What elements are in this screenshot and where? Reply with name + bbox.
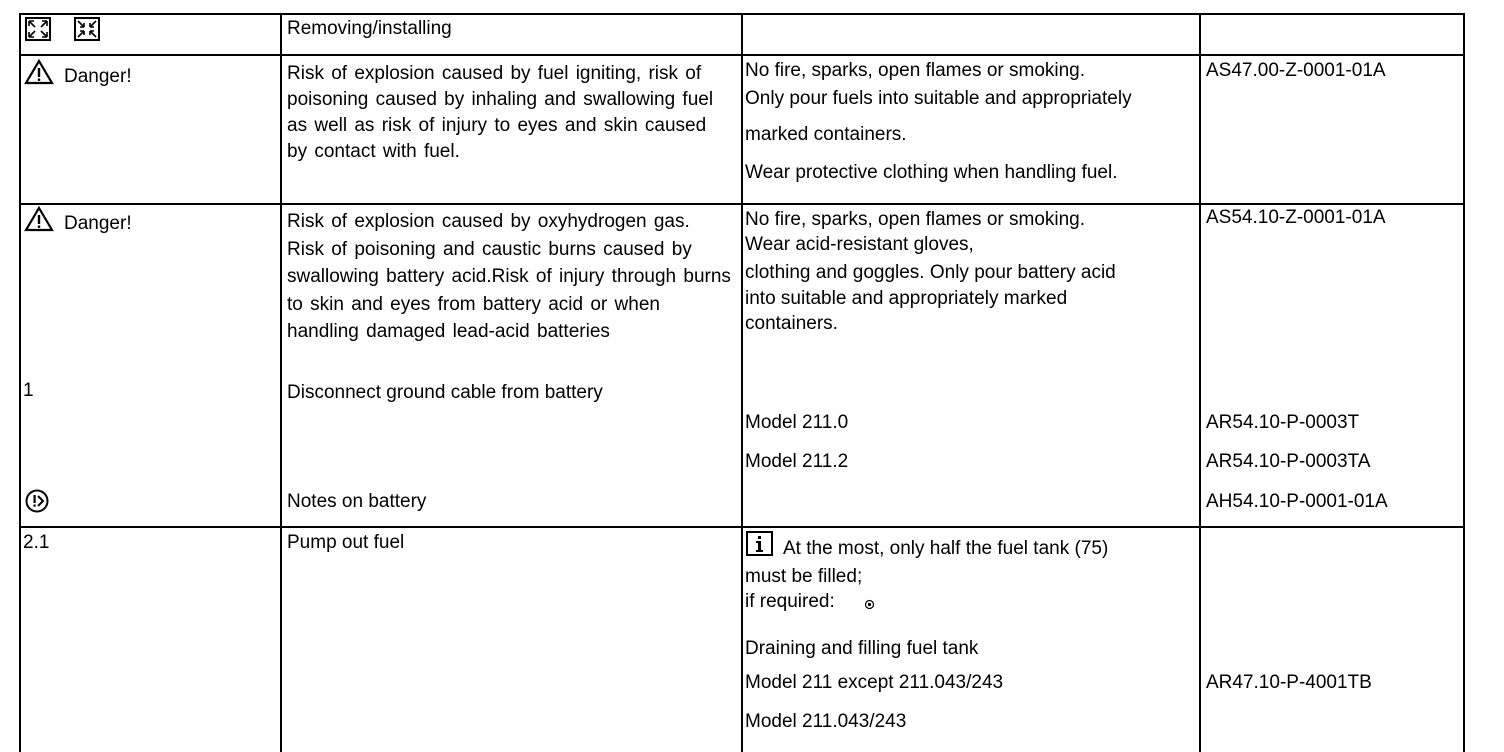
info-text: must be filled;: [745, 566, 863, 587]
expand-arrows-icon: [25, 17, 51, 41]
link-symbol-icon[interactable]: [864, 599, 875, 610]
step-number: 2.1: [23, 532, 50, 553]
model-label: Model 211 except 211.043/243: [745, 672, 1004, 693]
warning-triangle-icon: [24, 206, 54, 232]
info-icon: [746, 531, 773, 556]
section-title: Removing/installing: [287, 18, 452, 39]
safety-measure: containers.: [745, 313, 838, 334]
safety-measure: clothing and goggles. Only pour battery acid: [745, 262, 1116, 283]
column-divider: [1463, 13, 1465, 752]
step-text: Disconnect ground cable from battery: [287, 382, 603, 403]
reference-link[interactable]: AR47.10-P-4001TB: [1206, 672, 1372, 693]
column-divider: [1199, 13, 1201, 752]
reference-link[interactable]: AR54.10-P-0003TA: [1206, 451, 1371, 472]
note-arrow-icon: [24, 488, 52, 514]
reference-link[interactable]: AR54.10-P-0003T: [1206, 412, 1360, 433]
column-divider: [280, 13, 282, 752]
danger-description: Risk of explosion caused by fuel igniting, risk of poisoning caused by inhaling and swallowing fuel as well as risk of injury to eyes and skin caused by contact with fuel.: [287, 63, 714, 162]
reference-link[interactable]: AH54.10-P-0001-01A: [1206, 491, 1388, 512]
danger-description: Risk of explosion caused by oxyhydrogen gas. Risk of poisoning and caustic burns caused by swallowing battery acid.Risk of injury through burns to skin and eyes from battery acid or when handling damaged lead-acid batteries: [287, 211, 731, 342]
reference-link[interactable]: AS47.00-Z-0001-01A: [1206, 60, 1386, 81]
collapse-arrows-icon: [74, 17, 100, 41]
step-text: Pump out fuel: [287, 532, 405, 553]
note-text: Notes on battery: [287, 491, 427, 512]
safety-measure: No fire, sparks, open flames or smoking.: [745, 60, 1086, 81]
column-divider: [741, 13, 743, 752]
procedure-text: Draining and filling fuel tank: [745, 638, 979, 659]
safety-measure: Wear acid-resistant gloves,: [745, 234, 974, 255]
warning-triangle-icon: [24, 59, 54, 85]
safety-measure: Wear protective clothing when handling fuel.: [745, 162, 1118, 183]
model-label: Model 211.2: [745, 451, 849, 472]
safety-measure: No fire, sparks, open flames or smoking.: [745, 209, 1086, 230]
safety-measure: Only pour fuels into suitable and appropriately: [745, 88, 1132, 109]
column-divider: [19, 13, 21, 752]
danger-label: Danger!: [64, 213, 132, 234]
danger-label: Danger!: [64, 66, 132, 87]
safety-measure: into suitable and appropriately marked: [745, 288, 1068, 309]
info-text: At the most, only half the fuel tank (75): [783, 538, 1109, 559]
reference-link[interactable]: AS54.10-Z-0001-01A: [1206, 207, 1386, 228]
info-text: if required:: [745, 591, 835, 612]
model-label: Model 211.043/243: [745, 711, 907, 732]
step-number: 1: [23, 380, 34, 401]
safety-measure: marked containers.: [745, 124, 907, 145]
model-label: Model 211.0: [745, 412, 849, 433]
